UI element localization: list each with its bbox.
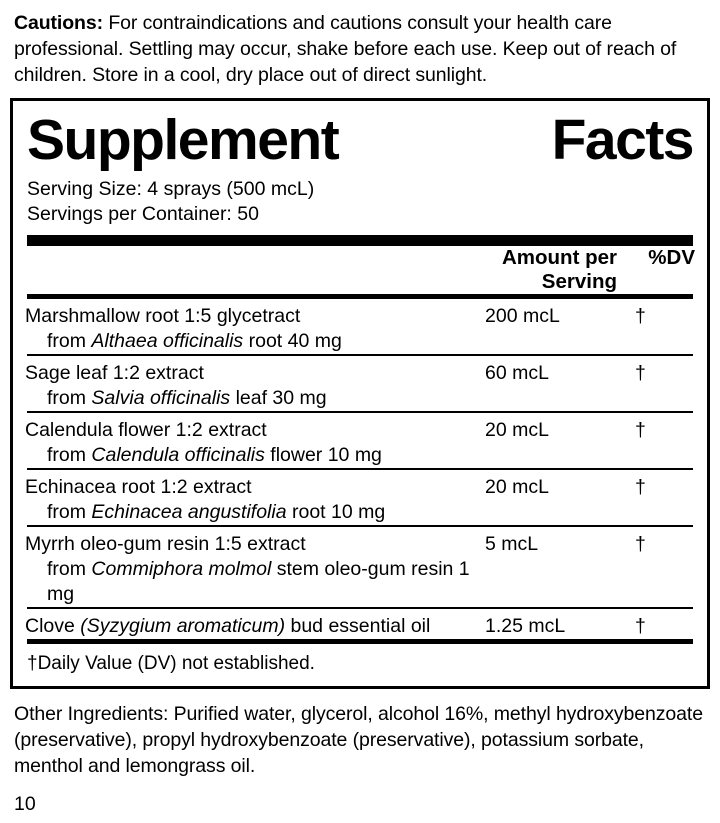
source-suffix: stem oleo-gum resin 1 mg <box>47 558 470 605</box>
nutrient-rows <box>25 413 695 468</box>
source-latin-name: Commiphora molmol <box>91 558 272 580</box>
nutrient-rows <box>25 470 695 525</box>
nutrient-source <box>25 386 485 411</box>
nutrient-rows <box>25 527 695 607</box>
source-prefix: from <box>47 501 92 523</box>
nutrient-amount: 20 mcL <box>485 476 549 498</box>
nutrient-rows <box>25 299 695 354</box>
nutrient-dv: † <box>635 362 646 384</box>
source-suffix: root 10 mg <box>286 501 386 523</box>
cautions-label: Cautions: <box>14 12 104 34</box>
table-row <box>25 527 695 607</box>
nutrient-source <box>25 329 485 354</box>
cautions-paragraph <box>10 0 710 88</box>
source-prefix: from <box>47 558 92 580</box>
table-row <box>25 413 695 468</box>
nutrient-name <box>25 470 485 525</box>
source-suffix: flower 10 mg <box>264 444 382 466</box>
table-row <box>25 356 695 411</box>
nutrient-source <box>25 443 485 468</box>
source-prefix: from <box>47 444 92 466</box>
nutrient-dv: † <box>635 476 646 498</box>
title-facts: Facts <box>551 108 693 172</box>
nutrient-title-suffix: bud essential oil <box>285 615 431 637</box>
serving-info <box>25 171 695 227</box>
header-percent-dv: %DV <box>648 246 695 269</box>
nutrient-title: Myrrh oleo-gum resin 1:5 extract <box>25 533 306 555</box>
source-latin-name: Calendula officinalis <box>91 444 265 466</box>
table-row <box>25 470 695 525</box>
cautions-text: For contraindications and cautions consult your health care professional. Settling may occur, shake before each use. Keep out of reach of children. Store in a cool, dry place out of direct sunlight. <box>14 12 677 86</box>
nutrient-name <box>25 413 485 468</box>
nutrient-title: Marshmallow root 1:5 glycetract <box>25 305 301 327</box>
source-latin-name: Althaea officinalis <box>91 330 244 352</box>
header-spacer <box>25 246 485 294</box>
nutrient-dv: † <box>635 419 646 441</box>
other-ingredients: Other Ingredients: Purified water, glycerol, alcohol 16%, methyl hydroxybenzoate (preservative), propyl hydroxybenzoate (preservative), potassium sorbate, menthol and lemongrass oil. <box>14 703 703 777</box>
nutrient-dv: † <box>635 305 646 327</box>
nutrient-rows <box>25 609 695 639</box>
table-row <box>25 609 695 639</box>
nutrient-name <box>25 609 485 639</box>
source-prefix: from <box>47 387 92 409</box>
header-amount-per-serving: Amount per Serving <box>501 246 617 293</box>
nutrient-latin-name: (Syzygium aromaticum) <box>80 615 286 637</box>
supplement-facts-title <box>25 107 695 171</box>
table-row <box>25 299 695 354</box>
nutrient-amount: 200 mcL <box>485 305 560 327</box>
nutrient-title-prefix: Clove <box>25 615 81 637</box>
table-header-row <box>25 246 695 294</box>
nutrient-title: Sage leaf 1:2 extract <box>25 362 204 384</box>
nutrient-rows <box>25 356 695 411</box>
serving-size: Serving Size: 4 sprays (500 mcL) <box>27 178 315 200</box>
supplement-facts-table <box>25 246 695 294</box>
daily-value-footnote: †Daily Value (DV) not established. <box>27 653 315 674</box>
nutrient-title <box>25 615 430 637</box>
page-number: 10 <box>14 793 36 815</box>
nutrient-amount: 5 mcL <box>485 533 539 555</box>
source-latin-name: Echinacea angustifolia <box>91 501 287 523</box>
nutrient-title: Echinacea root 1:2 extract <box>25 476 252 498</box>
nutrient-name <box>25 356 485 411</box>
source-prefix: from <box>47 330 92 352</box>
nutrient-name <box>25 299 485 354</box>
nutrient-source <box>25 557 485 607</box>
servings-per-container: Servings per Container: 50 <box>27 203 259 225</box>
divider-thick-top <box>27 235 693 246</box>
nutrient-amount: 60 mcL <box>485 362 549 384</box>
nutrient-amount: 20 mcL <box>485 419 549 441</box>
nutrient-source <box>25 500 485 525</box>
nutrient-title: Calendula flower 1:2 extract <box>25 419 267 441</box>
supplement-facts-panel <box>10 98 710 689</box>
nutrient-dv: † <box>635 615 646 637</box>
source-suffix: root 40 mg <box>243 330 342 352</box>
title-supplement: Supplement <box>27 108 339 172</box>
nutrient-dv: † <box>635 533 646 555</box>
nutrient-amount: 1.25 mcL <box>485 615 566 637</box>
source-latin-name: Salvia officinalis <box>91 387 231 409</box>
nutrient-name <box>25 527 485 607</box>
source-suffix: leaf 30 mg <box>230 387 327 409</box>
